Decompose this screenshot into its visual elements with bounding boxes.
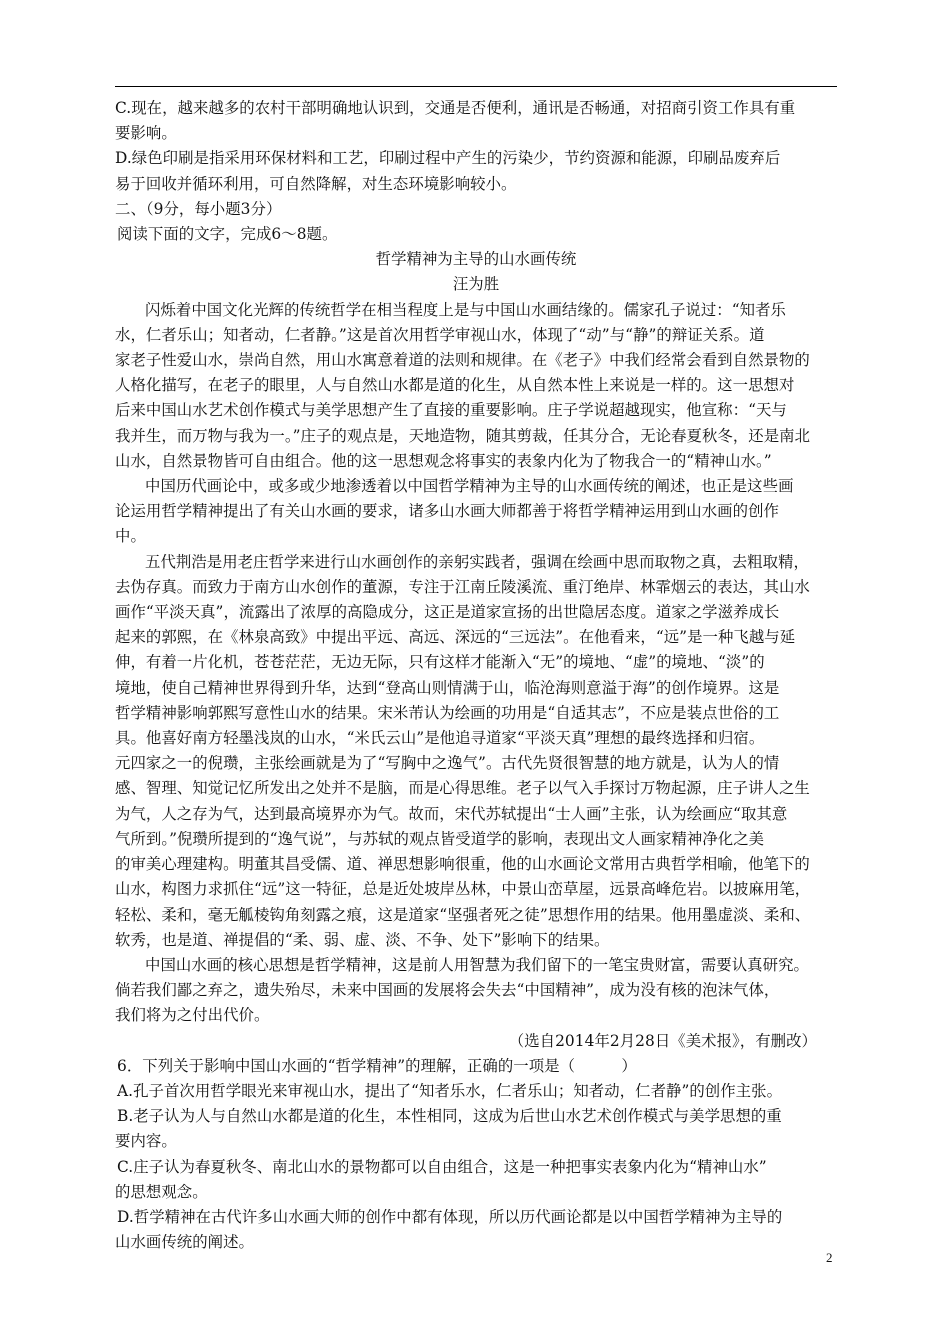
paragraph-1-line: 后来中国山水艺术创作模式与美学思想产生了直接的重要影响。庄子学说超越现实，他宣称：“天与 — [115, 401, 787, 420]
question-6-option-c-cont: 的思想观念。 — [115, 1182, 208, 1201]
document-body — [115, 96, 837, 1255]
question-6-option-b: B.老子认为人与自然山水都是道的化生，本性相同，这成为后世山水艺术创作模式与美学思想的重 — [117, 1107, 782, 1126]
section-two-heading: 二、（9分，每小题3分） — [115, 199, 282, 218]
paragraph-3-line: 五代荆浩是用老庄哲学来进行山水画创作的亲躬实践者，强调在绘画中思而取物之真，去粗取精， — [145, 552, 809, 571]
paragraph-2-line: 论运用哲学精神提出了有关山水画的要求，诸多山水画大师都善于将哲学精神运用到山水画的创作 — [115, 502, 779, 521]
paragraph-1-line: 闪烁着中国文化光辉的传统哲学在相当程度上是与中国山水画结缘的。儒家孔子说过：“知者乐 — [145, 300, 786, 319]
paragraph-1-line: 水，仁者乐山；知者动，仁者静。”这是首次用哲学审视山水，体现了“动”与“静”的辩证关系。道 — [115, 325, 765, 344]
question-6-option-a: A.孔子首次用哲学眼光来审视山水，提出了“知者乐水，仁者乐山；知者动，仁者静”的创作主张。 — [117, 1081, 783, 1100]
paragraph-3-line: 为气，人之存为气，达到最高境界亦为气。故而，宋代苏轼提出“士人画”主张，认为绘画应“取其意 — [115, 804, 788, 823]
paragraph-3-line: 的审美心理建构。明董其昌受儒、道、禅思想影响很重，他的山水画论文常用古典哲学相喻，他笔下的 — [115, 855, 810, 874]
paragraph-4-line: 倘若我们鄙之弃之，遗失殆尽，未来中国画的发展将会失去“中国精神”，成为没有核的泡沫气体， — [115, 981, 780, 1000]
paragraph-3-line: 起来的郭熙，在《林泉高致》中提出平远、高远、深远的“三远法”。在他看来，“远”是一种飞越与延 — [115, 628, 796, 647]
paragraph-3-line: 境地，使自己精神世界得到升华，达到“登高山则情满于山，临沧海则意溢于海”的创作境界。这是 — [115, 678, 780, 697]
paragraph-3-line: 山水，构图力求抓住“远”这一特征，总是近处坡岸丛林，中景山峦草屋，远景高峰危岩。以披麻用笔， — [115, 880, 811, 899]
paragraph-4-line: 我们将为之付出代价。 — [115, 1006, 270, 1025]
paragraph-3-line: 感、智理、知觉记忆所发出之处并不是脑，而是心得思维。老子以气入手探讨万物起源，庄子讲人之生 — [115, 779, 810, 798]
paragraph-1-line: 山水，自然景物皆可自由组合。他的这一思想观念将事实的表象内化为了物我合一的“精神山水。” — [115, 451, 772, 470]
option-d-line2: 易于回收并循环利用，可自然降解，对生态环境影响较小。 — [115, 174, 517, 193]
option-c-line2: 要影响。 — [115, 124, 177, 143]
paragraph-4-line: 中国山水画的核心思想是哲学精神，这是前人用智慧为我们留下的一笔宝贵财富，需要认真研究。 — [145, 955, 809, 974]
paragraph-3-line: 哲学精神影响郭熙写意性山水的结果。宋米芾认为绘画的功用是“自适其志”，不应是装点世俗的工 — [115, 703, 780, 722]
paragraph-1-line: 人格化描写，在老子的眼里，人与自然山水都是道的化生，从自然本性上来说是一样的。这一思想对 — [115, 376, 795, 395]
question-6-option-d: D.哲学精神在古代许多山水画大师的创作中都有体现，所以历代画论都是以中国哲学精神为主导的 — [117, 1207, 783, 1226]
page-number: 2 — [826, 1250, 833, 1265]
header-rule — [115, 86, 837, 87]
paragraph-2-line: 中国历代画论中，或多或少地渗透着以中国哲学精神为主导的山水画传统的阐述，也正是这些画 — [145, 477, 794, 496]
article-author: 汪为胜 — [452, 275, 500, 294]
paragraph-1-line: 家老子性爱山水，崇尚自然，用山水寓意着道的法则和规律。在《老子》中我们经常会看到自然景物的 — [115, 351, 810, 370]
source-citation: （选自2014年2月28日《美术报》，有删改） — [508, 1031, 817, 1050]
reading-instruction: 阅读下面的文字，完成6～8题。 — [117, 225, 338, 244]
paragraph-3-line: 伸，有着一片化机，苍苍茫茫，无边无际，只有这样才能渐入“无”的境地、“虚”的境地、“淡”的 — [115, 653, 765, 672]
paragraph-3-line: 轻松、柔和，毫无觚棱钩角刻露之痕，这是道家“坚强者死之徒”思想作用的结果。他用墨虚淡、柔和、 — [115, 905, 811, 924]
paragraph-3-line: 去伪存真。而致力于南方山水创作的董源，专注于江南丘陵溪流、重汀绝岸、林霏烟云的表达，其山水 — [115, 577, 810, 596]
question-6-stem: 6．下列关于影响中国山水画的“哲学精神”的理解，正确的一项是（ ） — [117, 1056, 637, 1075]
paragraph-3-line: 画作“平淡天真”，流露出了浓厚的高隐成分，这正是道家宣扬的出世隐居态度。道家之学滋养成长 — [115, 603, 780, 622]
option-d-line1: D.绿色印刷是指采用环保材料和工艺，印刷过程中产生的污染少，节约资源和能源，印刷品废弃后 — [115, 149, 781, 168]
paragraph-3-line: 软秀，也是道、禅提倡的“柔、弱、虚、淡、不争、处下”影响下的结果。 — [115, 930, 610, 949]
question-6-option-c: C.庄子认为春夏秋冬、南北山水的景物都可以自由组合，这是一种把事实表象内化为“精神山水” — [117, 1157, 767, 1176]
paragraph-3-line: 具。他喜好南方轻墨浅岚的山水，“米氏云山”是他追寻道家“平淡天真”理想的最终选择和归宿。 — [115, 729, 765, 748]
question-6-option-d-cont: 山水画传统的阐述。 — [115, 1233, 254, 1252]
paragraph-1-line: 我并生，而万物与我为一。”庄子的观点是，天地造物，随其剪裁，任其分合，无论春夏秋冬，还是南北 — [115, 426, 811, 445]
question-6-option-b-cont: 要内容。 — [115, 1132, 177, 1151]
option-c-line1: C.现在，越来越多的农村干部明确地认识到，交通是否便利，通讯是否畅通，对招商引资工作具有重 — [115, 99, 796, 117]
paragraph-3-line: 元四家之一的倪瓒，主张绘画就是为了“写胸中之逸气”。古代先贤很智慧的地方就是，认为人的情 — [115, 754, 780, 773]
paragraph-2-line: 中。 — [115, 527, 146, 546]
paragraph-3-line: 气所到。”倪瓒所提到的“逸气说”，与苏轼的观点皆受道学的影响，表现出文人画家精神净化之美 — [115, 829, 765, 848]
article-title: 哲学精神为主导的山水画传统 — [375, 250, 577, 269]
